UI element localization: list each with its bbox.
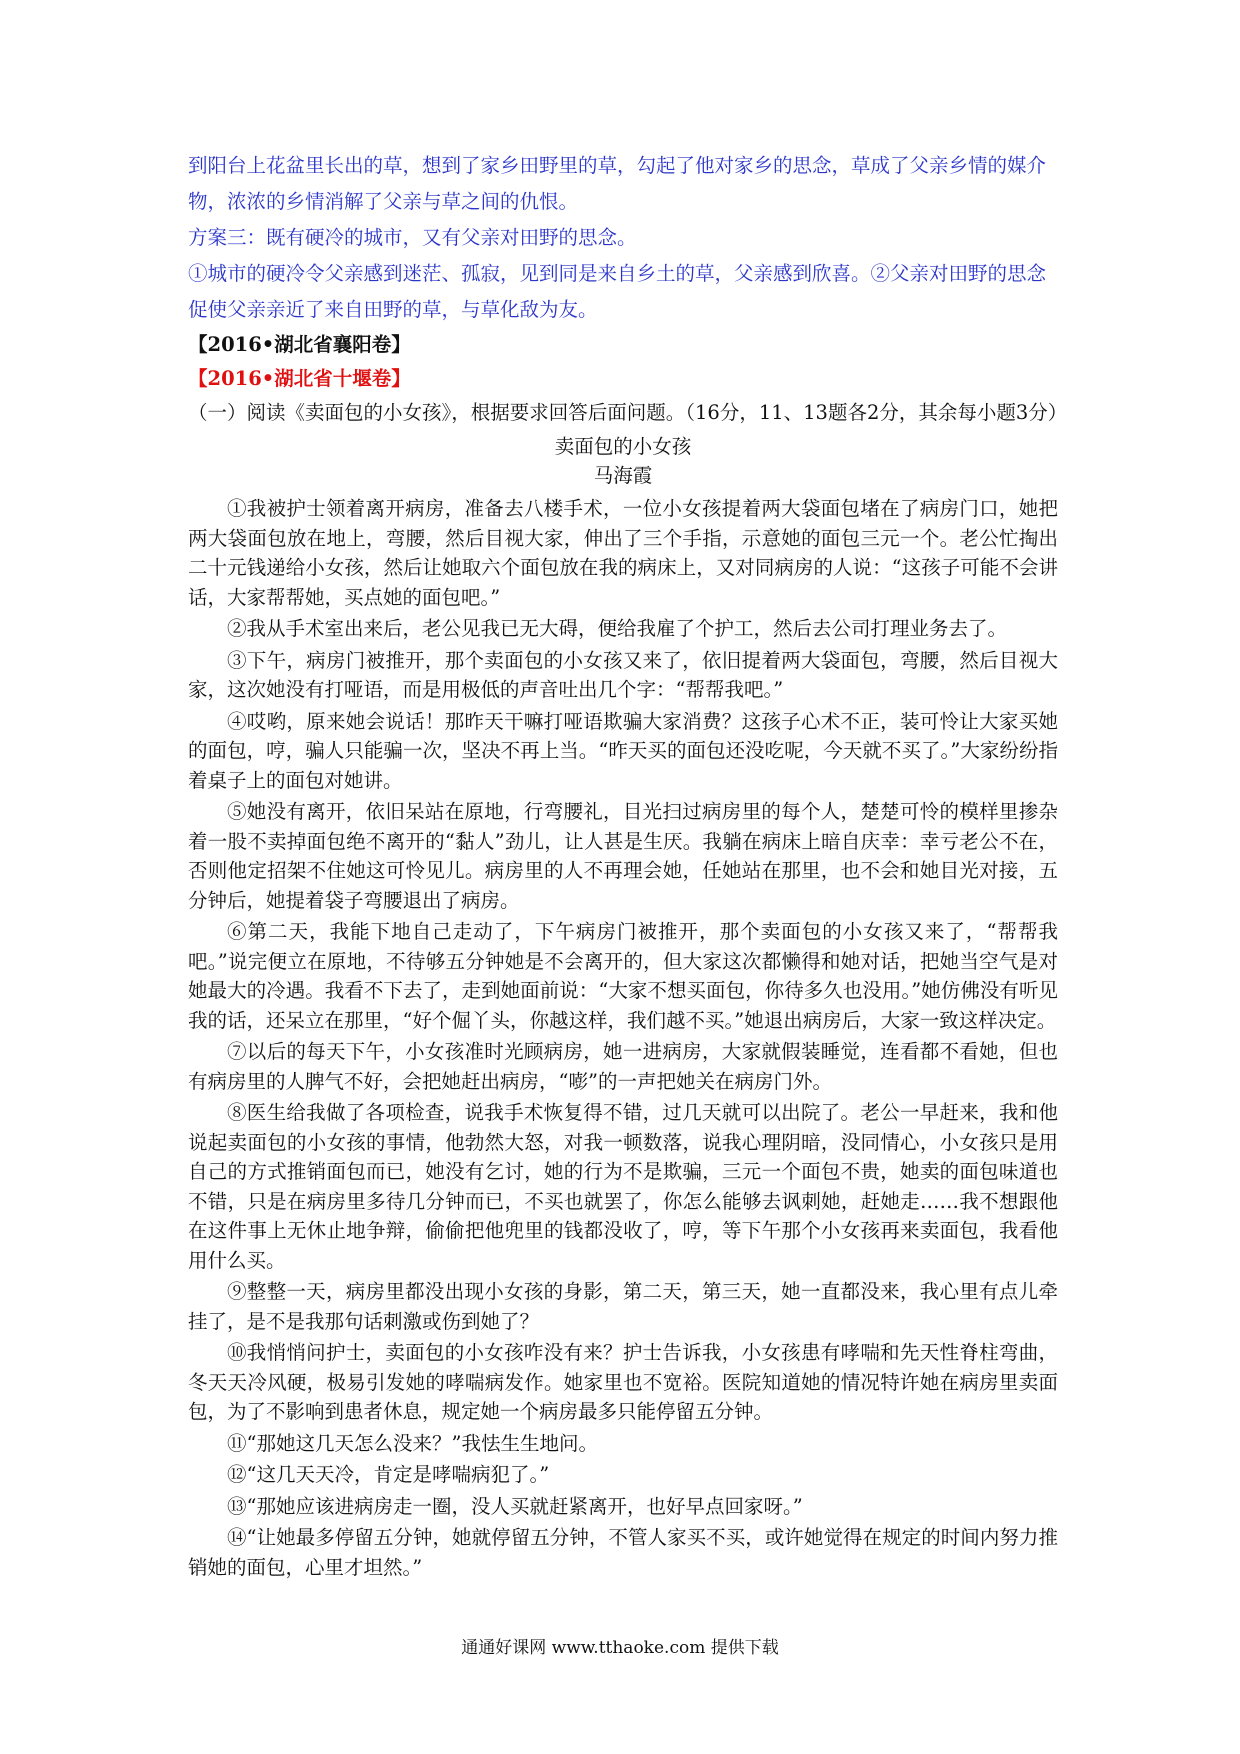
section-heading-shiyan: 【2016•湖北省十堰卷】 xyxy=(188,367,411,390)
story-paragraph: ⑥第二天，我能下地自己走动了，下午病房门被推开，那个卖面包的小女孩又来了，“帮帮我吧。”说完便立在原地，不待够五分钟她是不会离开的，但大家这次都懒得和她对话，把她当空气是对她最大的冷遇。我看不下去了，走到她面前说：“大家不想买面包，你待多久也没用。”她仿佛没有听见我的话，还呆立在那里，“好个倔丫头，你越这样，我们越不买。”她退出病房后，大家一致这样决定。 xyxy=(188,920,1058,1032)
story-body xyxy=(188,494,1058,1582)
question-intro: （一）阅读《卖面包的小女孩》，根据要求回答后面问题。（16分，11、13题各2分，其余每小题3分） xyxy=(188,401,1068,424)
story-paragraph: ⑨整整一天，病房里都没出现小女孩的身影，第二天，第三天，她一直都没来，我心里有点儿牵挂了，是不是我那句话刺激或伤到她了？ xyxy=(188,1280,1058,1333)
story-paragraph: ⑤她没有离开，依旧呆站在原地，行弯腰礼，目光扫过病房里的每个人，楚楚可怜的模样里掺杂着一股不卖掉面包绝不离开的“黏人”劲儿，让人甚是生厌。我躺在病床上暗自庆幸：幸亏老公不在，否则他定招架不住她这可怜见儿。病房里的人不再理会她，任她站在那里，也不会和她目光对接，五分钟后，她提着袋子弯腰退出了病房。 xyxy=(188,800,1058,912)
story-paragraph: ①我被护士领着离开病房，准备去八楼手术，一位小女孩提着两大袋面包堵在了病房门口，她把两大袋面包放在地上，弯腰，然后目视大家，伸出了三个手指，示意她的面包三元一个。老公忙掏出二十元钱递给小女孩，然后让她取六个面包放在我的病床上，又对同病房的人说：“这孩子可能不会讲话，大家帮帮她，买点她的面包吧。” xyxy=(188,497,1058,609)
story-author: 马海霞 xyxy=(593,464,653,487)
story-paragraph: ⑫“这几天天冷，肯定是哮喘病犯了。” xyxy=(227,1463,550,1486)
document-page xyxy=(188,148,1068,1584)
story-paragraph: ⑩我悄悄问护士，卖面包的小女孩咋没有来？护士告诉我，小女孩患有哮喘和先天性脊柱弯曲，冬天天冷风硬，极易引发她的哮喘病发作。她家里也不宽裕。医院知道她的情况特许她在病房里卖面包，为了不影响到患者休息，规定她一个病房最多只能停留五分钟。 xyxy=(188,1341,1058,1423)
story-paragraph: ⑭“让她最多停留五分钟，她就停留五分钟，不管人家买不买，或许她觉得在规定的时间内努力推销她的面包，心里才坦然。” xyxy=(188,1526,1058,1579)
story-paragraph: ③下午，病房门被推开，那个卖面包的小女孩又来了，依旧提着两大袋面包，弯腰，然后目视大家，这次她没有打哑语，而是用极低的声音吐出几个字：“帮帮我吧。” xyxy=(188,648,1058,701)
story-paragraph: ②我从手术室出来后，老公见我已无大碍，便给我雇了个护工，然后去公司打理业务去了。 xyxy=(227,617,1008,640)
story-paragraph: ⑪“那她这几天怎么没来？”我怯生生地问。 xyxy=(227,1431,598,1455)
answer-text-1: 到阳台上花盆里长出的草，想到了家乡田野里的草，勾起了他对家乡的思念，草成了父亲乡情的媒介物，浓浓的乡情消解了父亲与草之间的仇恨。 xyxy=(188,154,1047,213)
story-paragraph: ④哎哟，原来她会说话！那昨天干嘛打哑语欺骗大家消费？这孩子心术不正，装可怜让大家买她的面包，哼，骗人只能骗一次，坚决不再上当。“昨天买的面包还没吃呢，今天就不买了。”大家纷纷指着桌子上的面包对她讲。 xyxy=(188,709,1058,792)
story-paragraph: ⑬“那她应该进病房走一圈，没人买就赶紧离开，也好早点回家呀。” xyxy=(227,1494,803,1518)
section-heading-xiangyang: 【2016•湖北省襄阳卷】 xyxy=(188,333,411,356)
answer-plan-three: 方案三：既有硬冷的城市，又有父亲对田野的思念。 xyxy=(188,226,637,249)
answer-text-3: ①城市的硬冷令父亲感到迷茫、孤寂，见到同是来自乡土的草，父亲感到欣喜。②父亲对田野的思念促使父亲亲近了来自田野的草，与草化敌为友。 xyxy=(188,262,1047,321)
story-paragraph: ⑦以后的每天下午，小女孩准时光顾病房，她一进病房，大家就假装睡觉，连看都不看她，但也有病房里的人脾气不好，会把她赶出病房，“嘭”的一声把她关在病房门外。 xyxy=(188,1040,1058,1093)
story-paragraph: ⑧医生给我做了各项检查，说我手术恢复得不错，过几天就可以出院了。老公一早赶来，我和他说起卖面包的小女孩的事情，他勃然大怒，对我一顿数落，说我心理阴暗，没同情心，小女孩只是用自己的方式推销面包而已，她没有乞讨，她的行为不是欺骗，三元一个面包不贵，她卖的面包味道也不错，只是在病房里多待几分钟而已，不买也就罢了，你怎么能够去讽刺她，赶她走……我不想跟他在这件事上无休止地争辩，偷偷把他兜里的钱都没收了，哼，等下午那个小女孩再来卖面包，我看他用什么买。 xyxy=(188,1101,1058,1272)
page-footer: 通通好课网 www.tthaoke.com 提供下载 xyxy=(461,1638,779,1658)
story-title: 卖面包的小女孩 xyxy=(554,435,692,458)
